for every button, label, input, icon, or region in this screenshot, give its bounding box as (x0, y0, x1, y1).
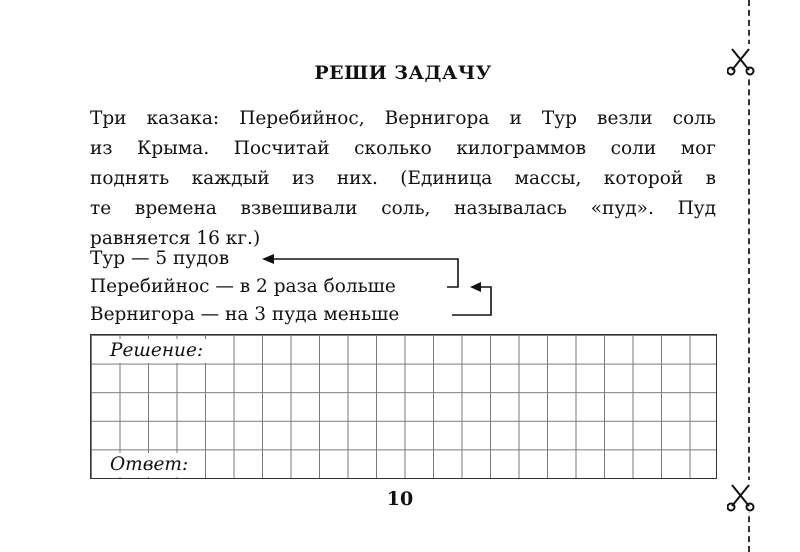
problem-line: равняется 16 кг.) (90, 228, 261, 249)
cut-line (748, 0, 752, 552)
page-title: РЕШИ ЗАДАЧУ (314, 62, 492, 84)
arrow-head (470, 282, 481, 292)
arrow-perebiynos-to-tur (270, 259, 458, 287)
answer-label: Ответ: (96, 453, 194, 477)
solution-label: Решение: (96, 339, 209, 363)
item-vernigora: Вернигора — на 3 пуда меньше (90, 304, 400, 325)
arrow-vernigora-to-perebiynos (452, 287, 491, 315)
scissors-icon (727, 44, 757, 76)
item-perebiynos: Перебийнос — в 2 раза больше (90, 276, 396, 297)
problem-line: из Крыма. Посчитай сколько килограммов соли мог (90, 138, 716, 159)
page-number: 10 (386, 488, 414, 510)
problem-line: Три казака: Перебийнос, Вернигора и Тур везли соль (90, 108, 716, 129)
arrow-head (262, 254, 274, 264)
problem-line: поднять каждый из них. (Единица массы, которой в (90, 168, 716, 189)
item-tur: Тур — 5 пудов (90, 248, 230, 269)
scissors-icon (727, 480, 757, 512)
problem-line: те времена взвешивали соль, называлась «пуд». Пуд (90, 198, 716, 219)
